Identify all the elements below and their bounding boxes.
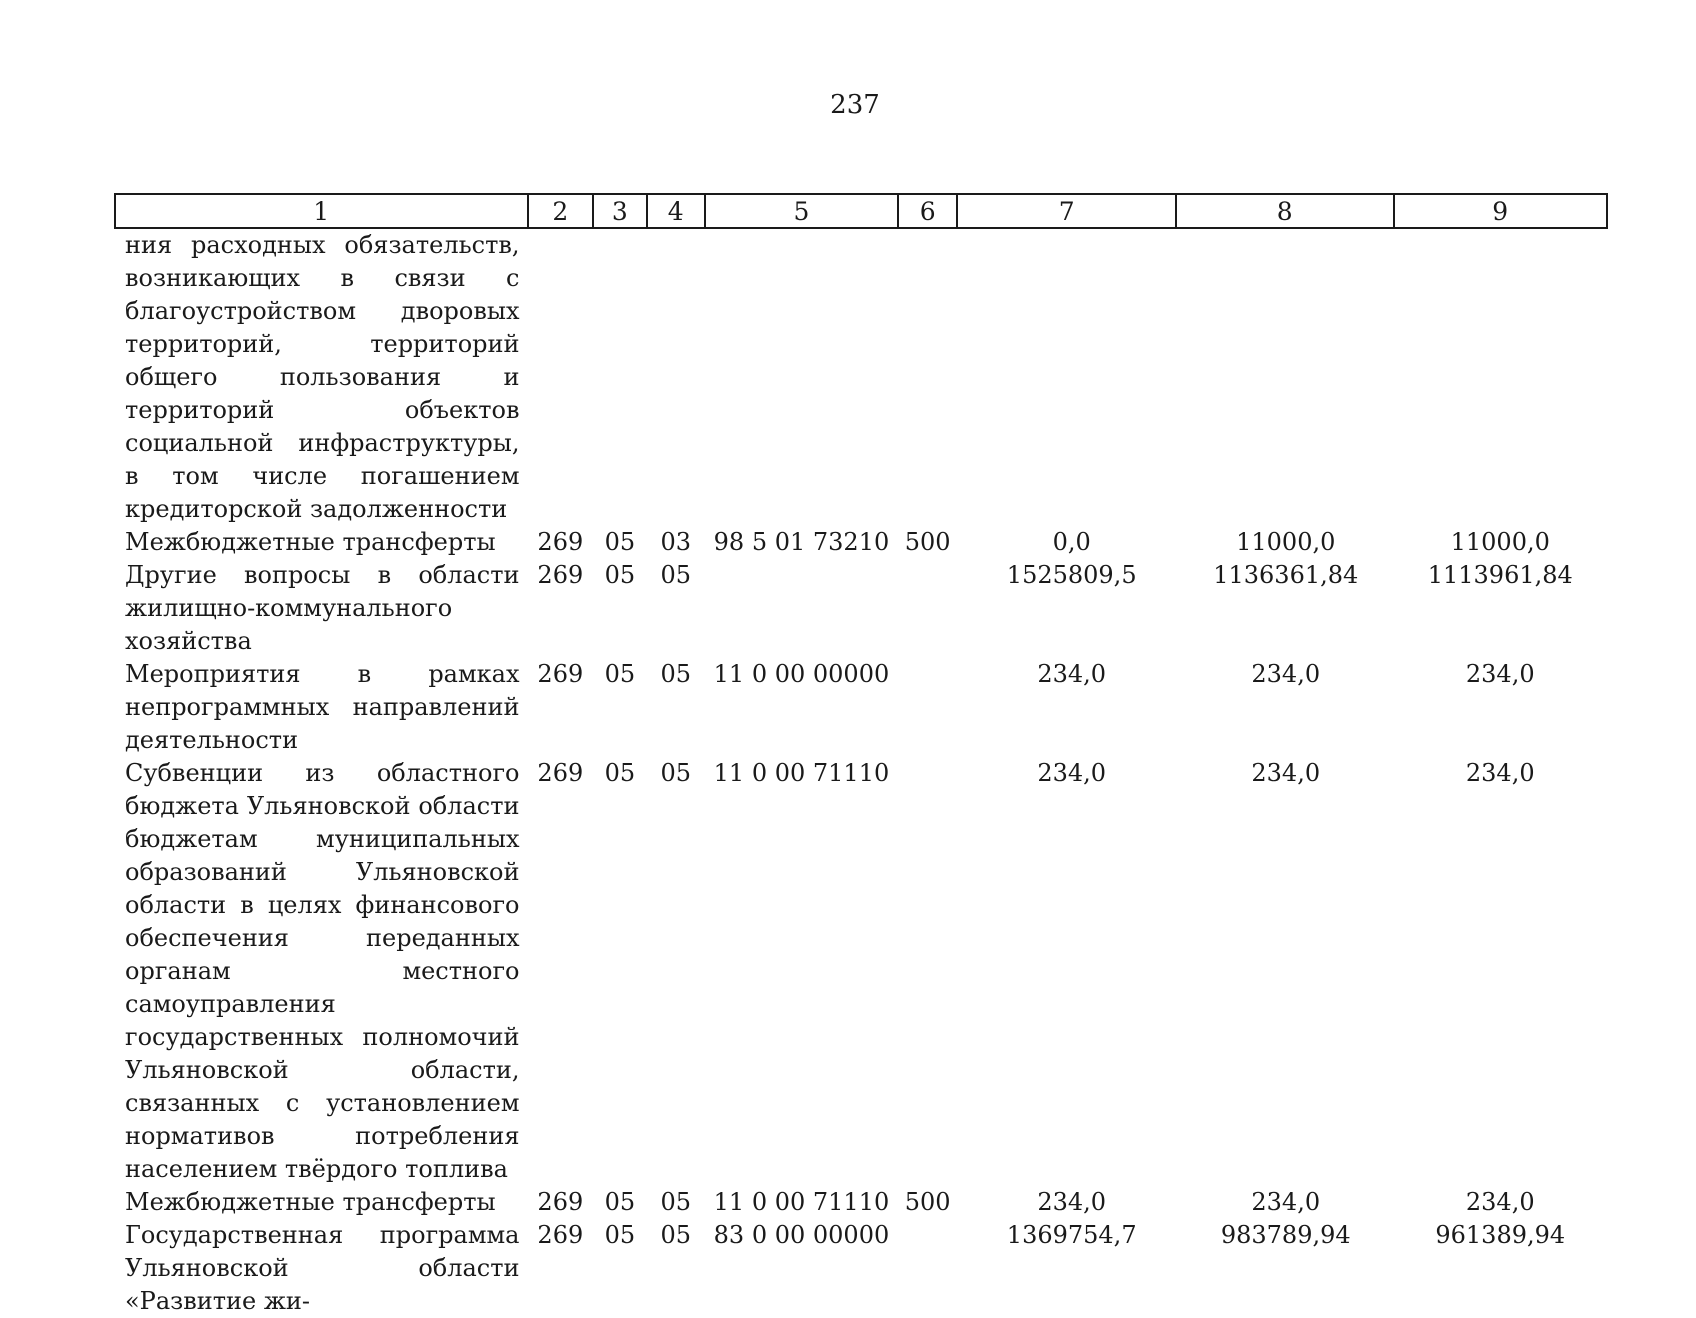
row-expense-type: [898, 1219, 958, 1318]
row-section: 05: [604, 1188, 636, 1216]
row-target-article: [705, 559, 898, 658]
table-row: [115, 1186, 1607, 1219]
row-amount-9: 1113961,84: [1427, 561, 1573, 589]
row-amount-8: [1176, 228, 1394, 526]
header-col-3: 3: [593, 194, 646, 228]
row-subsection: [647, 228, 705, 526]
row-expense-type: [898, 559, 958, 658]
header-row: [115, 194, 1607, 228]
row-target-article: 98 5 01 73210: [713, 528, 890, 556]
table-row: [115, 658, 1607, 757]
row-admin-code: 269: [537, 1188, 584, 1216]
header-col-8: 8: [1176, 194, 1394, 228]
header-col-5: 5: [705, 194, 898, 228]
row-amount-8: 1136361,84: [1213, 561, 1359, 589]
row-amount-9: 234,0: [1465, 1188, 1535, 1216]
header-col-1: 1: [115, 194, 528, 228]
row-amount-9: 961389,94: [1435, 1221, 1566, 1249]
row-amount-7: 0,0: [1052, 528, 1091, 556]
row-admin-code: 269: [537, 1221, 584, 1249]
header-col-9: 9: [1394, 194, 1607, 228]
row-subsection: 05: [660, 1188, 692, 1216]
row-admin-code: 269: [537, 528, 584, 556]
header-col-7: 7: [957, 194, 1176, 228]
row-section: 05: [604, 660, 636, 688]
row-name: Межбюджетные трансферты: [125, 1188, 496, 1216]
row-amount-8: 234,0: [1251, 1188, 1321, 1216]
row-amount-9: 234,0: [1465, 759, 1535, 787]
row-subsection: 05: [660, 1221, 692, 1249]
row-amount-8: 234,0: [1251, 660, 1321, 688]
row-admin-code: 269: [537, 759, 584, 787]
row-target-article: 83 0 00 00000: [713, 1221, 890, 1249]
row-expense-type: [898, 757, 958, 1186]
row-amount-7: [957, 228, 1176, 526]
row-amount-7: 1369754,7: [1006, 1221, 1137, 1249]
row-expense-type: [898, 228, 958, 526]
row-name: Другие вопросы в области жилищно-коммунального хозяйства: [125, 561, 520, 655]
row-subsection: 05: [660, 561, 692, 589]
budget-table: [114, 193, 1608, 1318]
row-amount-8: 11000,0: [1236, 528, 1336, 556]
row-admin-code: 269: [537, 561, 584, 589]
row-target-article: [705, 228, 898, 526]
row-amount-8: 234,0: [1251, 759, 1321, 787]
row-admin-code: 269: [537, 660, 584, 688]
row-target-article: 11 0 00 71110: [713, 1188, 890, 1216]
row-target-article: 11 0 00 71110: [713, 759, 890, 787]
row-name: Мероприятия в рамках непрограммных направлений деятельности: [125, 660, 520, 754]
table-row: [115, 1219, 1607, 1318]
row-section: 05: [604, 561, 636, 589]
row-amount-8: 983789,94: [1220, 1221, 1351, 1249]
header-col-4: 4: [647, 194, 705, 228]
table-row: [115, 559, 1607, 658]
row-name: Межбюджетные трансферты: [125, 528, 496, 556]
row-amount-9: [1394, 228, 1607, 526]
row-expense-type: [898, 658, 958, 757]
row-amount-9: 11000,0: [1450, 528, 1550, 556]
row-subsection: 05: [660, 759, 692, 787]
row-name: Государственная программа Ульяновской области «Развитие жи-: [125, 1221, 520, 1315]
row-subsection: 05: [660, 660, 692, 688]
header-col-2: 2: [528, 194, 594, 228]
row-amount-7: 234,0: [1037, 1188, 1107, 1216]
row-name: Субвенции из областного бюджета Ульяновской области бюджетам муниципальных образований Ульяновской области в целях финансового обеспечения переданных органам местного самоуправления государственных полномочий Ульяновской области, связанных с установлением нормативов потребления населением твёрдого топлива: [125, 759, 520, 1183]
row-amount-7: 234,0: [1037, 759, 1107, 787]
row-amount-7: 1525809,5: [1006, 561, 1137, 589]
row-expense-type: 500: [904, 1188, 951, 1216]
row-amount-7: 234,0: [1037, 660, 1107, 688]
table-row: [115, 228, 1607, 526]
row-subsection: 03: [660, 528, 692, 556]
table-row: [115, 757, 1607, 1186]
table-row: [115, 526, 1607, 559]
row-admin-code: [528, 228, 594, 526]
row-section: 05: [604, 759, 636, 787]
row-amount-9: 234,0: [1465, 660, 1535, 688]
header-col-6: 6: [898, 194, 958, 228]
row-target-article: 11 0 00 00000: [713, 660, 890, 688]
table-header: [115, 194, 1607, 228]
row-name: ния расходных обязательств, возникающих в связи с благоустройством дворовых территорий, территорий общего пользования и территорий объектов социальной инфраструктуры, в том числе погашением кредиторской задолженности: [125, 231, 520, 523]
page-number: 237: [830, 90, 880, 120]
table-body: [115, 228, 1607, 1318]
row-section: [593, 228, 646, 526]
row-section: 05: [604, 528, 636, 556]
row-expense-type: 500: [904, 528, 951, 556]
row-section: 05: [604, 1221, 636, 1249]
